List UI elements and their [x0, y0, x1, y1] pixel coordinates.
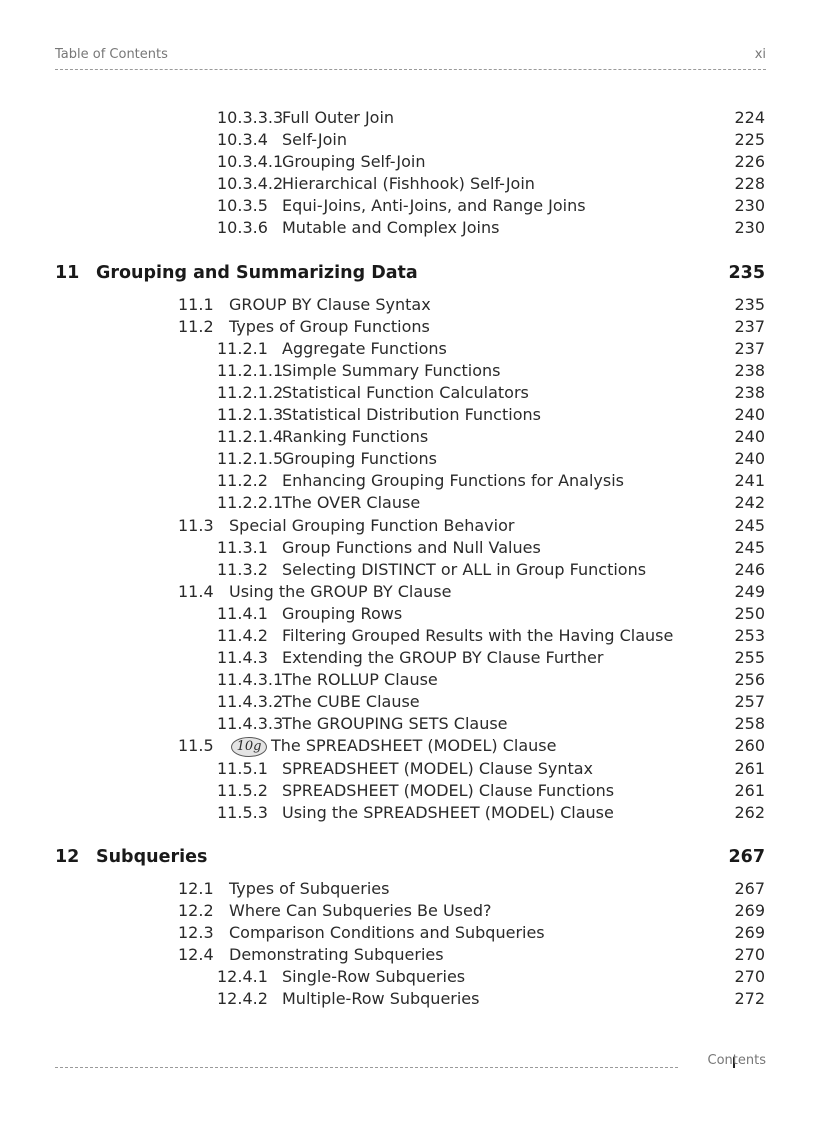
toc-entry [0, 988, 816, 1010]
toc-entry [0, 338, 816, 360]
entry-number: 12.1 [178, 878, 214, 898]
toc-chapter-heading [0, 845, 816, 869]
toc-entry [0, 426, 816, 448]
entry-title [282, 713, 508, 735]
entry-title-text: SPREADSHEET (MODEL) Clause Syntax [282, 758, 594, 778]
entry-page-number: 237 [734, 316, 765, 336]
footer-rule [55, 1067, 678, 1068]
entry-title [229, 944, 444, 966]
entry-title [282, 988, 479, 1010]
entry-number: 11.3 [178, 515, 214, 535]
entry-title-text: The GROUPING SETS Clause [282, 714, 508, 734]
header-page-number: xi [754, 47, 766, 62]
chapter-page-number: 235 [728, 262, 765, 283]
chapter-title: Subqueries [96, 846, 208, 867]
entry-page-number: 250 [734, 603, 765, 623]
entry-title [282, 780, 614, 802]
entry-title [282, 470, 624, 492]
entry-page-number: 246 [734, 559, 765, 579]
entry-number: 11.4.1 [217, 603, 268, 623]
entry-title [282, 173, 535, 195]
entry-number: 11.5.1 [217, 758, 268, 778]
entry-title [282, 217, 499, 239]
entry-title-text: Grouping Rows [282, 603, 403, 623]
toc-entry [0, 448, 816, 470]
toc-chapter-heading [0, 261, 816, 285]
entry-title [229, 900, 492, 922]
entry-title-text: Single-Row Subqueries [282, 967, 466, 987]
entry-page-number: 258 [734, 714, 765, 734]
entry-page-number: 230 [734, 218, 765, 238]
toc-entry [0, 107, 816, 129]
entry-number: 12.3 [178, 923, 214, 942]
entry-title-text: Special Grouping Function Behavior [229, 515, 515, 535]
entry-number: 11.4.3 [217, 648, 268, 668]
entry-number: 11.2.1.1 [217, 360, 284, 380]
entry-title [282, 966, 465, 988]
chapter-page-number: 267 [728, 846, 765, 867]
entry-title-text: Equi-Joins, Anti-Joins, and Range Joins [282, 196, 586, 216]
entry-number: 11.2.1.2 [217, 382, 284, 402]
entry-title [282, 603, 402, 625]
entry-title-text: Enhancing Grouping Functions for Analysis [282, 471, 624, 491]
entry-page-number: 249 [734, 581, 765, 601]
entry-title [229, 316, 430, 338]
toc-entry [0, 470, 816, 492]
entry-title-text: The SPREADSHEET (MODEL) Clause [271, 736, 557, 756]
entry-page-number: 256 [734, 670, 765, 690]
toc-entry [0, 802, 816, 824]
entry-title-text: Types of Group Functions [229, 316, 430, 336]
toc-entry [0, 758, 816, 780]
toc-entry [0, 129, 816, 151]
entry-title-text: Aggregate Functions [282, 338, 447, 358]
entry-title [282, 426, 428, 448]
entry-number: 11.2 [178, 316, 214, 336]
entry-page-number: 270 [734, 967, 765, 987]
toc-entry [0, 647, 816, 669]
entry-number: 11.2.1.4 [217, 427, 284, 447]
entry-number: 11.2.1.5 [217, 449, 284, 469]
toc-entry [0, 492, 816, 514]
entry-title-text: Full Outer Join [282, 108, 395, 127]
entry-number: 11.5 [178, 736, 214, 756]
entry-title-text: Grouping Self-Join [282, 152, 426, 172]
entry-page-number: 226 [734, 152, 765, 172]
entry-title-text: Demonstrating Subqueries [229, 945, 444, 965]
toc-entry [0, 382, 816, 404]
entry-page-number: 267 [734, 878, 765, 898]
entry-title [229, 294, 431, 316]
entry-page-number: 261 [734, 780, 765, 800]
entry-title-text: Ranking Functions [282, 427, 429, 447]
entry-title [282, 195, 586, 217]
entry-title-text: Using the GROUP BY Clause [229, 581, 452, 601]
entry-title [282, 758, 593, 780]
toc-entry [0, 780, 816, 802]
toc-entry [0, 217, 816, 239]
entry-number: 10.3.3.3 [217, 108, 284, 127]
entry-title-text: Extending the GROUP BY Clause Further [282, 648, 604, 668]
toc-entry [0, 294, 816, 316]
entry-number: 11.2.1 [217, 338, 268, 358]
entry-number: 10.3.6 [217, 218, 268, 238]
entry-title [282, 647, 603, 669]
entry-title-text: Filtering Grouped Results with the Having Clause [282, 625, 674, 645]
entry-title [282, 404, 541, 426]
toc-entry [0, 900, 816, 922]
entry-number: 11.4.3.1 [217, 670, 284, 690]
toc-entry [0, 173, 816, 195]
toc-entry [0, 966, 816, 988]
entry-title-text: Mutable and Complex Joins [282, 218, 500, 238]
entry-title-text: Comparison Conditions and Subqueries [229, 923, 545, 942]
entry-title [282, 338, 447, 360]
entry-page-number: 262 [734, 802, 765, 822]
entry-page-number: 230 [734, 196, 765, 216]
entry-title [282, 691, 420, 713]
entry-page-number: 261 [734, 758, 765, 778]
toc-entry [0, 713, 816, 735]
entry-title-text: Selecting DISTINCT or ALL in Group Functions [282, 559, 647, 579]
entry-title-text: Simple Summary Functions [282, 360, 501, 380]
toc-entry [0, 944, 816, 966]
toc-entry [0, 878, 816, 900]
entry-page-number: 272 [734, 989, 765, 1009]
entry-page-number: 255 [734, 648, 765, 668]
entry-number: 11.2.2.1 [217, 493, 284, 513]
table-of-contents [0, 107, 816, 1010]
entry-page-number: 245 [734, 515, 765, 535]
entry-title-text: Using the SPREADSHEET (MODEL) Clause [282, 802, 614, 822]
entry-page-number: 238 [734, 382, 765, 402]
entry-title [282, 625, 673, 647]
entry-page-number: 260 [734, 736, 765, 756]
entry-page-number: 240 [734, 449, 765, 469]
entry-title-text: Statistical Distribution Functions [282, 405, 541, 425]
entry-page-number: 235 [734, 294, 765, 314]
entry-page-number: 228 [734, 174, 765, 194]
entry-page-number: 237 [734, 338, 765, 358]
entry-title-text: Self-Join [282, 130, 347, 150]
toc-entry [0, 922, 816, 944]
footer-label: Contents [707, 1053, 766, 1068]
entry-title [282, 107, 394, 129]
entry-title [282, 129, 347, 151]
entry-page-number: 240 [734, 405, 765, 425]
toc-entry [0, 581, 816, 603]
entry-title-text: Statistical Function Calculators [282, 382, 529, 402]
entry-number: 12.2 [178, 900, 214, 920]
entry-number: 11.4 [178, 581, 214, 601]
chapter-number: 12 [55, 846, 80, 867]
entry-title-text: Where Can Subqueries Be Used? [229, 900, 492, 920]
entry-page-number: 241 [734, 471, 765, 491]
toc-entry [0, 195, 816, 217]
chapter-number: 11 [55, 262, 80, 283]
entry-number: 11.4.3.3 [217, 714, 284, 734]
entry-title-text: SPREADSHEET (MODEL) Clause Functions [282, 780, 615, 800]
entry-title-text: The ROLLUP Clause [282, 670, 438, 690]
toc-entry [0, 691, 816, 713]
entry-number: 12.4.2 [217, 989, 268, 1009]
entry-number: 11.4.3.2 [217, 692, 284, 712]
entry-number: 10.3.4 [217, 130, 268, 150]
entry-page-number: 245 [734, 537, 765, 557]
entry-number: 11.2.1.3 [217, 405, 284, 425]
entry-title [282, 448, 437, 470]
entry-title [229, 878, 389, 900]
toc-entry [0, 669, 816, 691]
entry-number: 11.5.3 [217, 802, 268, 822]
toc-entry [0, 559, 816, 581]
entry-title [282, 382, 529, 404]
entry-number: 10.3.4.1 [217, 152, 284, 172]
entry-number: 11.3.2 [217, 559, 268, 579]
entry-title [282, 802, 614, 824]
running-footer [55, 1053, 766, 1071]
toc-entry [0, 515, 816, 537]
entry-title-text: Group Functions and Null Values [282, 537, 541, 557]
entry-number: 10.3.4.2 [217, 174, 284, 194]
entry-title-text: Types of Subqueries [229, 878, 390, 898]
entry-title-text: Multiple-Row Subqueries [282, 989, 480, 1009]
version-badge-icon: 10g [231, 737, 267, 757]
running-header [55, 47, 766, 70]
entry-page-number: 242 [734, 493, 765, 513]
entry-number: 11.5.2 [217, 780, 268, 800]
entry-number: 10.3.5 [217, 196, 268, 216]
entry-page-number: 253 [734, 625, 765, 645]
entry-number: 11.2.2 [217, 471, 268, 491]
toc-entry [0, 735, 816, 757]
entry-title-text: The OVER Clause [282, 493, 421, 513]
entry-title-text: Grouping Functions [282, 449, 437, 469]
chapter-title: Grouping and Summarizing Data [96, 262, 418, 283]
entry-page-number: 269 [734, 923, 765, 942]
entry-number: 11.1 [178, 294, 214, 314]
entry-title-text: The CUBE Clause [282, 692, 420, 712]
entry-page-number: 257 [734, 692, 765, 712]
entry-page-number: 270 [734, 945, 765, 965]
entry-title [282, 537, 541, 559]
toc-entry [0, 316, 816, 338]
entry-number: 11.3.1 [217, 537, 268, 557]
entry-page-number: 225 [734, 130, 765, 150]
entry-title [282, 669, 438, 691]
toc-entry [0, 151, 816, 173]
entry-title-text: Hierarchical (Fishhook) Self-Join [282, 174, 535, 194]
toc-entry [0, 625, 816, 647]
entry-page-number: 224 [734, 108, 765, 127]
entry-title [229, 515, 514, 537]
entry-title [231, 735, 556, 757]
entry-page-number: 269 [734, 900, 765, 920]
header-section-title: Table of Contents [55, 47, 168, 62]
entry-title [282, 559, 646, 581]
toc-entry [0, 603, 816, 625]
entry-title [282, 360, 501, 382]
entry-page-number: 240 [734, 427, 765, 447]
entry-number: 11.4.2 [217, 625, 268, 645]
entry-title-text: GROUP BY Clause Syntax [229, 294, 431, 314]
toc-entry [0, 404, 816, 426]
toc-entry [0, 537, 816, 559]
entry-page-number: 238 [734, 360, 765, 380]
entry-title [282, 492, 420, 514]
entry-number: 12.4.1 [217, 967, 268, 987]
toc-entry [0, 360, 816, 382]
entry-number: 12.4 [178, 945, 214, 965]
entry-title [229, 581, 451, 603]
entry-title [229, 922, 545, 944]
entry-title [282, 151, 426, 173]
